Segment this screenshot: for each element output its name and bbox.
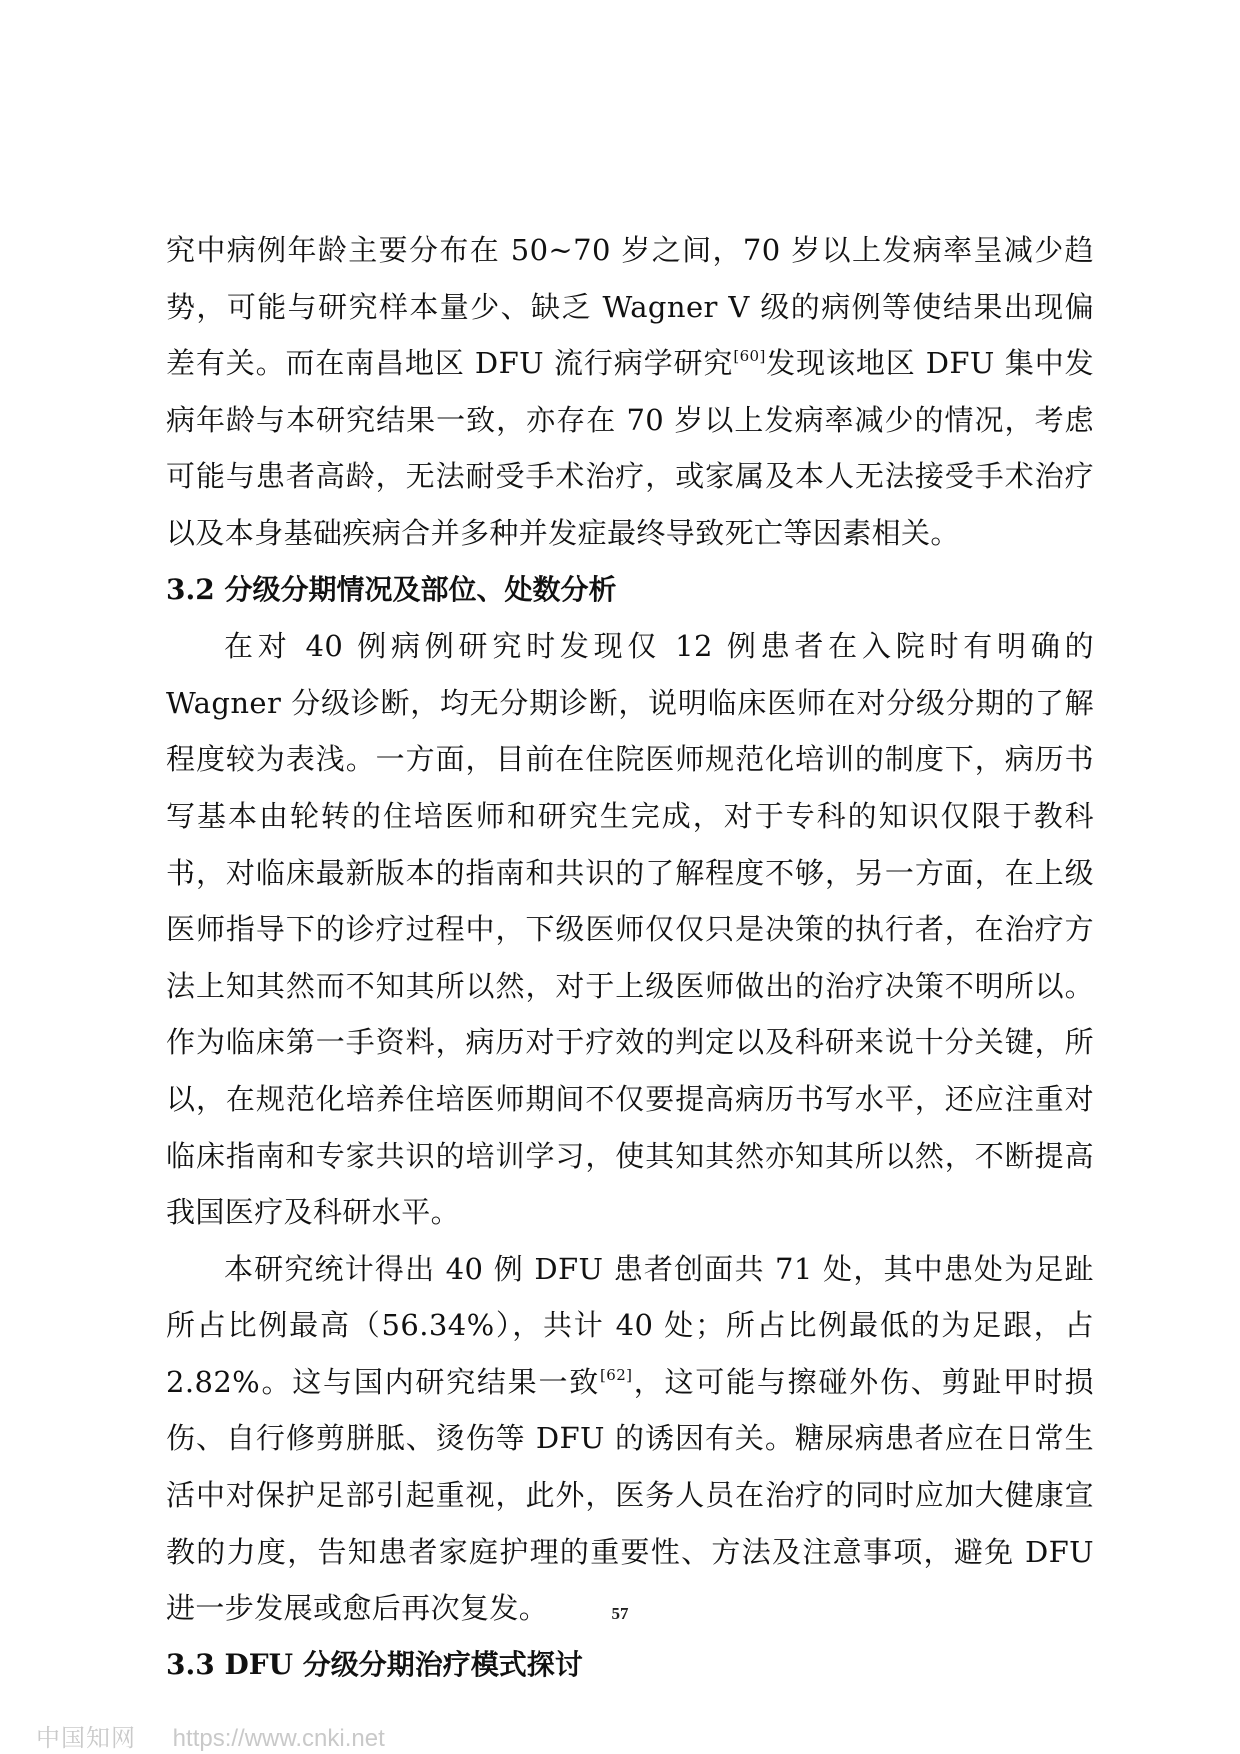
text-segment: 究中病例年龄主要分布在 50~70 岁之间，70 岁以上发病率呈减少趋势，可能与研究样本量少、缺乏 Wagner V 级的病例等使结果出现偏差有关。而在南昌地区 DFU 流行病学研究	[166, 233, 1094, 381]
paragraph	[166, 618, 1094, 1241]
text-segment: 发现该地区 DFU 集中发病年龄与本研究结果一致，亦存在 70 岁以上发病率减少的情况，考虑可能与患者高龄，无法耐受手术治疗，或家属及本人无法接受手术治疗以及本身基础疾病合并多种并发症最终导致死亡等因素相关。	[166, 346, 1095, 550]
citation-ref: [62]	[600, 1365, 633, 1384]
text-segment: 3.2 分级分期情况及部位、处数分析	[166, 572, 617, 606]
section-heading	[166, 562, 1094, 619]
watermark	[36, 1718, 385, 1753]
body-text	[166, 222, 1094, 1693]
paragraph	[166, 222, 1094, 562]
citation-ref: [60]	[733, 347, 766, 366]
text-segment: 在对 40 例病例研究时发现仅 12 例患者在入院时有明确的 Wagner 分级诊断，均无分期诊断，说明临床医师在对分级分期的了解程度较为表浅。一方面，目前在住院医师规范化培训的制度下，病历书写基本由轮转的住培医师和研究生完成，对于专科的知识仅限于教科书，对临床最新版本的指南和共识的了解程度不够，另一方面，在上级医师指导下的诊疗过程中，下级医师仅仅只是决策的执行者，在治疗方法上知其然而不知其所以然，对于上级医师做出的治疗决策不明所以。作为临床第一手资料，病历对于疗效的判定以及科研来说十分关键，所以，在规范化培养住培医师期间不仅要提高病历书写水平，还应注重对临床指南和专家共识的培训学习，使其知其然亦知其所以然，不断提高我国医疗及科研水平。	[166, 629, 1094, 1230]
text-segment: 本研究统计得出 40 例 DFU 患者创面共 71 处，其中患处为足趾所占比例最高（56.34%），共计 40 处；所占比例最低的为足跟，占 2.82%。这与国内研究结果一致	[166, 1251, 1094, 1399]
text-segment: ，这可能与擦碰外伤、剪趾甲时损伤、自行修剪胼胝、烫伤等 DFU 的诱因有关。糖尿病患者应在日常生活中对保护足部引起重视，此外，医务人员在治疗的同时应加大健康宣教的力度，告知患者家庭护理的重要性、方法及注意事项，避免 DFU 进一步发展或愈后再次复发。	[166, 1364, 1094, 1626]
paragraph	[166, 1241, 1094, 1637]
section-heading	[166, 1637, 1094, 1694]
text-segment: 3.3 DFU 分级分期治疗模式探讨	[166, 1647, 583, 1681]
page-number: 57	[611, 1604, 629, 1623]
watermark-url: https://www.cnki.net	[172, 1725, 385, 1752]
watermark-brand: 中国知网	[36, 1725, 136, 1752]
